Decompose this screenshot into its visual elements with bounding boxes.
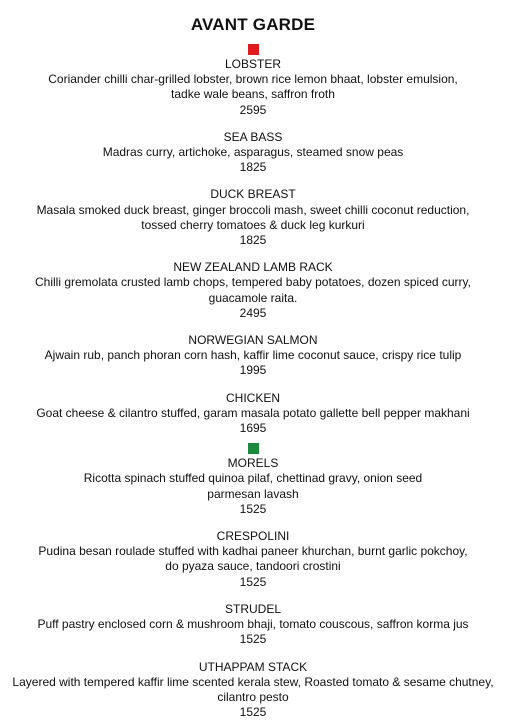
menu-item <box>0 260 506 321</box>
dish-description: Madras curry, artichoke, asparagus, steamed snow peas <box>0 145 506 160</box>
dish-name: STRUDEL <box>0 602 506 617</box>
dish-description: Ricotta spinach stuffed quinoa pilaf, chettinad gravy, onion seed <box>0 471 506 486</box>
veg-section <box>0 456 506 720</box>
dish-price: 1525 <box>0 502 506 517</box>
dish-description: Pudina besan roulade stuffed with kadhai paneer khurchan, burnt garlic pokchoy, <box>0 544 506 559</box>
dish-name: NEW ZEALAND LAMB RACK <box>0 260 506 275</box>
dish-description: tossed cherry tomatoes & duck leg kurkuri <box>0 218 506 233</box>
menu-item <box>0 456 506 517</box>
dish-description: cilantro pesto <box>0 690 506 705</box>
dish-description: tadke wale beans, saffron froth <box>0 87 506 102</box>
dish-price: 2495 <box>0 306 506 321</box>
dish-price: 1525 <box>0 632 506 647</box>
dish-price: 1695 <box>0 421 506 436</box>
dish-name: UTHAPPAM STACK <box>0 660 506 675</box>
dish-name: SEA BASS <box>0 130 506 145</box>
dish-name: DUCK BREAST <box>0 187 506 202</box>
dish-price: 1825 <box>0 233 506 248</box>
menu-item <box>0 602 506 648</box>
dish-name: CRESPOLINI <box>0 529 506 544</box>
dish-price: 1525 <box>0 705 506 720</box>
dish-description: Layered with tempered kaffir lime scented kerala stew, Roasted tomato & sesame chutney, <box>0 675 506 690</box>
veg-marker-icon <box>248 443 259 454</box>
dish-description: parmesan lavash <box>0 487 506 502</box>
menu-item <box>0 130 506 176</box>
non-veg-section <box>0 57 506 436</box>
dish-name: NORWEGIAN SALMON <box>0 333 506 348</box>
dish-description: Ajwain rub, panch phoran corn hash, kaffir lime coconut sauce, crispy rice tulip <box>0 348 506 363</box>
dish-name: MORELS <box>0 456 506 471</box>
menu-item <box>0 391 506 437</box>
dish-description: Masala smoked duck breast, ginger broccoli mash, sweet chilli coconut reduction, <box>0 203 506 218</box>
dish-name: CHICKEN <box>0 391 506 406</box>
dish-description: Chilli gremolata crusted lamb chops, tempered baby potatoes, dozen spiced curry, <box>0 275 506 290</box>
non-veg-marker-icon <box>248 44 259 55</box>
menu-item <box>0 333 506 379</box>
dish-price: 1825 <box>0 160 506 175</box>
menu-item <box>0 187 506 248</box>
dish-description: do pyaza sauce, tandoori crostini <box>0 559 506 574</box>
dish-price: 2595 <box>0 103 506 118</box>
dish-price: 1525 <box>0 575 506 590</box>
menu-item <box>0 57 506 118</box>
dish-description: guacamole raita. <box>0 291 506 306</box>
menu-item <box>0 529 506 590</box>
dish-description: Coriander chilli char-grilled lobster, brown rice lemon bhaat, lobster emulsion, <box>0 72 506 87</box>
dish-description: Puff pastry enclosed corn & mushroom bhaji, tomato couscous, saffron korma jus <box>0 617 506 632</box>
dish-description: Goat cheese & cilantro stuffed, garam masala potato gallette bell pepper makhani <box>0 406 506 421</box>
menu-item <box>0 660 506 720</box>
dish-name: LOBSTER <box>0 57 506 72</box>
dish-price: 1995 <box>0 363 506 378</box>
menu-title: AVANT GARDE <box>0 0 506 36</box>
